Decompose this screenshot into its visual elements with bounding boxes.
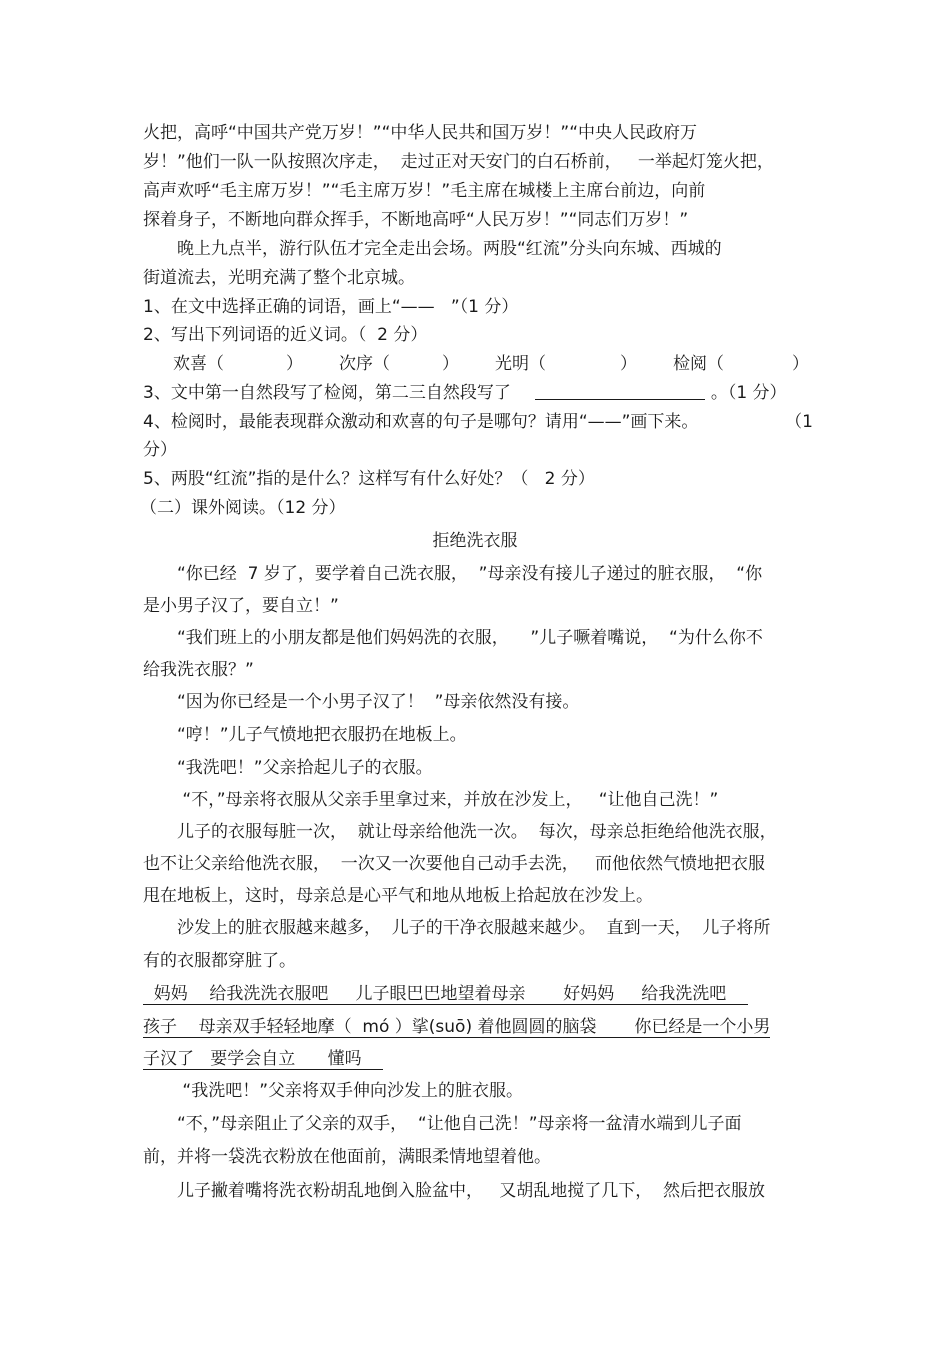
story-line: 给我洗衣服？”	[143, 660, 254, 680]
story-line: 甩在地板上，这时，母亲总是心平气和地从地板上拾起放在沙发上。	[143, 886, 653, 906]
synonym-item: 次序（ ）	[339, 354, 459, 374]
story-line: 有的衣服都穿脏了。	[143, 951, 296, 971]
passage-line: 岁！”他们一队一队按照次序走， 走过正对天安门的白石桥前， 一举起灯笼火把，	[143, 152, 774, 172]
story-line: 儿子撇着嘴将洗衣粉胡乱地倒入脸盆中， 又胡乱地搅了几下， 然后把衣服放	[177, 1181, 766, 1201]
story-line: “我洗吧！”父亲拾起儿子的衣服。	[177, 758, 433, 778]
question-1: 1、在文中选择正确的词语，画上“—— ”（1 分）	[143, 297, 519, 317]
passage-line: 高声欢呼“毛主席万岁！”“毛主席万岁！”毛主席在城楼上主席台前边，向前	[143, 181, 706, 201]
question-2: 2、写出下列词语的近义词。（ 2 分）	[143, 325, 428, 345]
question-4-cont: 分）	[143, 440, 177, 460]
story-line: 也不让父亲给他洗衣服， 一次又一次要他自己动手去洗， 而他依然气愤地把衣服	[143, 854, 766, 874]
story-line: “哼！”儿子气愤地把衣服扔在地板上。	[177, 725, 467, 745]
answer-blank	[535, 381, 705, 400]
question-3: 3、文中第一自然段写了检阅，第二三自然段写了 。（1 分）	[143, 383, 787, 403]
synonym-item: 检阅（ ）	[673, 354, 809, 374]
punctuation-exercise-line: 子汉了 要学会自立 懂吗	[143, 1049, 384, 1069]
passage-line: 晚上九点半，游行队伍才完全走出会场。两股“红流”分头向东城、西城的	[177, 239, 722, 259]
story-line: 沙发上的脏衣服越来越多， 儿子的干净衣服越来越少。 直到一天， 儿子将所	[177, 918, 771, 938]
punctuation-exercise-line: 孩子 母亲双手轻轻地摩（ mó ）挲(suō) 着他圆圆的脑袋 你已经是一个小男	[143, 1017, 771, 1037]
story-line: 儿子的衣服每脏一次， 就让母亲给他洗一次。 每次，母亲总拒绝给他洗衣服，	[177, 822, 777, 842]
story-line: “不，”母亲阻止了父亲的双手， “让他自己洗！”母亲将一盆清水端到儿子面	[177, 1114, 742, 1134]
punctuation-exercise-line: 妈妈 给我洗洗衣服吧 儿子眼巴巴地望着母亲 好妈妈 给我洗洗吧	[143, 984, 748, 1004]
story-line: “因为你已经是一个小男子汉了！ ”母亲依然没有接。	[177, 692, 580, 712]
story-line: “我洗吧！”父亲将双手伸向沙发上的脏衣服。	[177, 1081, 524, 1101]
story-title: 拒绝洗衣服	[432, 531, 518, 551]
story-line: “你已经 7 岁了，要学着自己洗衣服， ”母亲没有接儿子递过的脏衣服， “你	[177, 564, 763, 584]
story-line: 是小男子汉了，要自立！”	[143, 596, 339, 616]
passage-line: 街道流去，光明充满了整个北京城。	[143, 268, 415, 288]
story-line: “我们班上的小朋友都是他们妈妈洗的衣服， ”儿子噘着嘴说， “为什么你不	[177, 628, 763, 648]
synonym-row	[173, 351, 809, 377]
synonym-item: 光明（ ）	[495, 354, 637, 374]
question-5: 5、两股“红流”指的是什么？这样写有什么好处？（ 2 分）	[143, 469, 595, 489]
passage-line: 探着身子，不断地向群众挥手，不断地高呼“人民万岁！”“同志们万岁！”	[143, 210, 689, 230]
passage-line: 火把，高呼“中国共产党万岁！”“中华人民共和国万岁！”“中央人民政府万	[143, 123, 698, 143]
section-heading: （二）课外阅读。（12 分）	[140, 498, 346, 518]
story-line: “不，”母亲将衣服从父亲手里拿过来，并放在沙发上， “让他自己洗！”	[177, 790, 719, 810]
synonym-item: 欢喜（ ）	[173, 354, 303, 374]
story-line: 前，并将一袋洗衣粉放在他面前，满眼柔情地望着他。	[143, 1147, 551, 1167]
question-4: 4、检阅时，最能表现群众激动和欢喜的句子是哪句？请用“——”画下来。 （1	[143, 412, 813, 432]
